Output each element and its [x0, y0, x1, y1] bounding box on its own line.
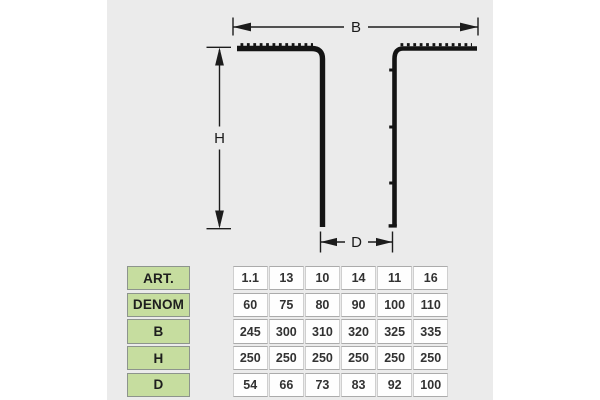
- row-header-b: B: [127, 319, 190, 343]
- table-cell: 335: [413, 319, 448, 343]
- arrow-left-icon: [321, 238, 338, 246]
- dimension-d: [321, 232, 393, 253]
- table-cell: 90: [341, 293, 376, 317]
- profile-right-foot: [389, 224, 397, 227]
- profile-right: [389, 45, 477, 228]
- row-header-art: ART.: [127, 266, 190, 290]
- arrow-right-icon: [376, 238, 393, 246]
- table-cell: 16: [413, 266, 448, 290]
- arrow-left-icon: [233, 23, 251, 32]
- dimension-b-label: B: [350, 19, 362, 36]
- table-cell: 1.1: [233, 266, 268, 290]
- table-values: [233, 266, 448, 397]
- table-cell: 320: [341, 319, 376, 343]
- table-cell: 250: [341, 346, 376, 370]
- table-cell: 80: [305, 293, 340, 317]
- row-header-h: H: [127, 346, 190, 370]
- dimension-d-label: D: [351, 234, 362, 251]
- table-cell: 325: [377, 319, 412, 343]
- dimension-h-label: H: [214, 130, 225, 147]
- table-cell: 75: [269, 293, 304, 317]
- dimension-b: [233, 18, 478, 37]
- table-cell: 245: [233, 319, 268, 343]
- row-header-d: D: [127, 373, 190, 397]
- table-cell: 250: [305, 346, 340, 370]
- table-cell: 110: [413, 293, 448, 317]
- profile-left: [237, 45, 323, 227]
- table-cell: 100: [377, 293, 412, 317]
- arrow-down-icon: [215, 211, 224, 229]
- arrow-right-icon: [460, 23, 478, 32]
- row-header-denom: DENOM: [127, 293, 190, 317]
- table-cell: 300: [269, 319, 304, 343]
- table-cell: 250: [377, 346, 412, 370]
- table-cell: 92: [377, 373, 412, 397]
- table-cell: 13: [269, 266, 304, 290]
- table-cell: 73: [305, 373, 340, 397]
- table-cell: 310: [305, 319, 340, 343]
- table-cell: 250: [269, 346, 304, 370]
- table-cell: 66: [269, 373, 304, 397]
- table-cell: 10: [305, 266, 340, 290]
- table-cell: 83: [341, 373, 376, 397]
- profile-left-body: [237, 49, 323, 228]
- table-cell: 100: [413, 373, 448, 397]
- profile-right-body: [395, 49, 478, 227]
- table-cell: 14: [341, 266, 376, 290]
- table-cell: 11: [377, 266, 412, 290]
- table-header-column: [127, 266, 190, 397]
- table-cell: 54: [233, 373, 268, 397]
- table-cell: 250: [413, 346, 448, 370]
- dimension-h: [207, 47, 232, 228]
- table-cell: 60: [233, 293, 268, 317]
- table-cell: 250: [233, 346, 268, 370]
- arrow-up-icon: [215, 48, 224, 66]
